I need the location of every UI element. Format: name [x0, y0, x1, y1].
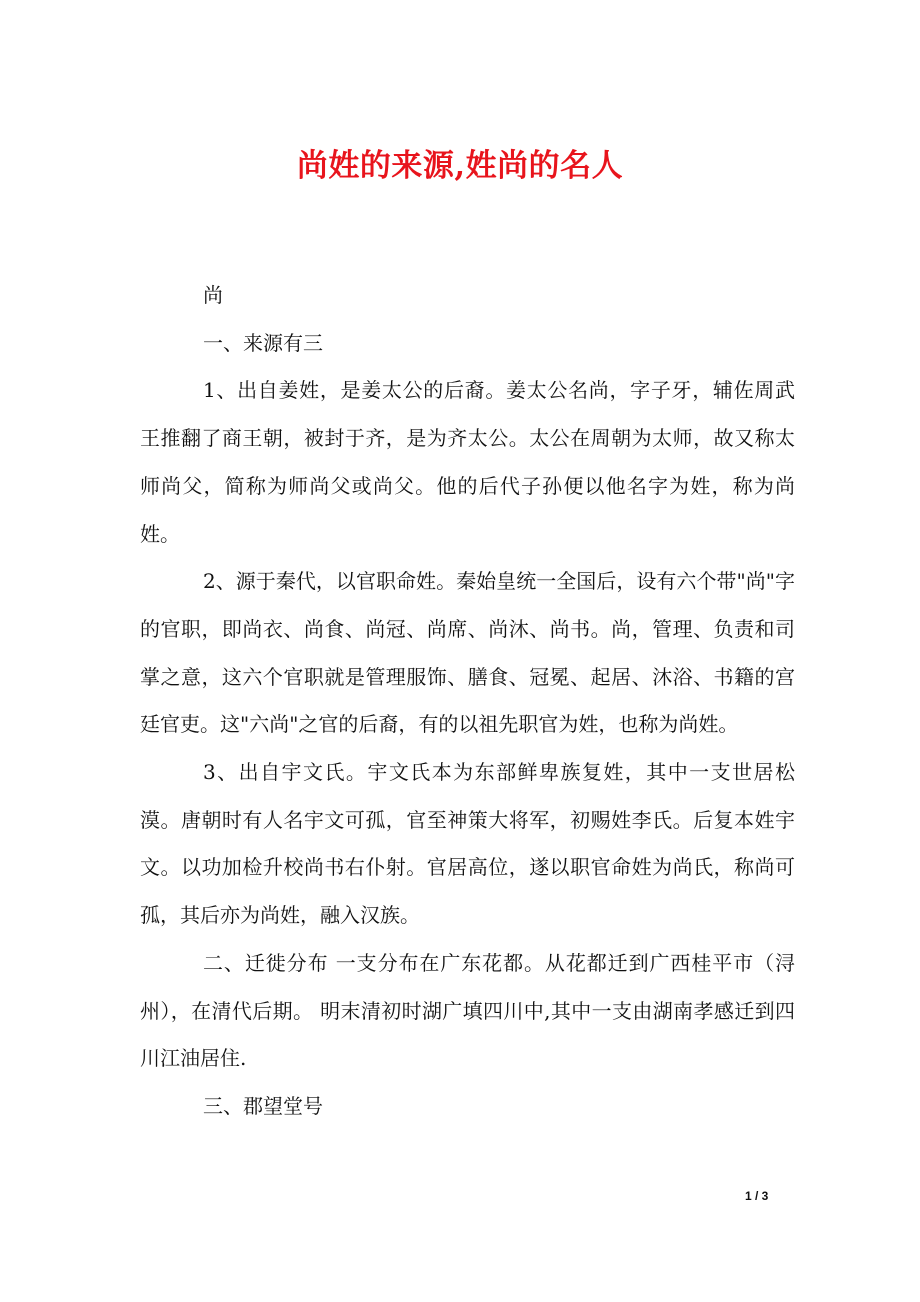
- document-title: 尚姓的来源,姓尚的名人: [296, 148, 624, 184]
- paragraph-origin-2: 2、源于秦代，以官职命姓。秦始皇统一全国后，设有六个带"尚"字的官职，即尚衣、尚食、尚冠、尚席、尚沐、尚书。尚，管理、负责和司掌之意，这六个官职就是管理服饰、膳食、冠冕、起居、沐浴、书籍的宫廷官吏。这"六尚"之官的后裔，有的以祖先职官为姓，也称为尚姓。: [140, 569, 795, 737]
- page-number: 1 / 3: [745, 1189, 769, 1203]
- heading-commandery-hall: 三、郡望堂号: [203, 1093, 323, 1118]
- paragraph-origin-1: 1、出自姜姓，是姜太公的后裔。姜太公名尚，字子牙，辅佐周武王推翻了商王朝，被封于齐，是为齐太公。太公在周朝为太师，故又称太师尚父，简称为师尚父或尚父。他的后代子孙便以他名字为姓，称为尚姓。: [140, 378, 795, 546]
- paragraph-migration: 二、迁徙分布 一支分布在广东花都。从花都迁到广西桂平市（浔州），在清代后期。 明末清初时湖广填四川中,其中一支由湖南孝感迁到四川江油居住.: [140, 950, 795, 1071]
- paragraph-origin-3: 3、出自宇文氏。宇文氏本为东部鲜卑族复姓，其中一支世居松漠。唐朝时有人名宇文可孤，官至神策大将军，初赐姓李氏。后复本姓宇文。以功加检升校尚书右仆射。官居高位，遂以职官命姓为尚氏，称尚可孤，其后亦为尚姓，融入汉族。: [140, 760, 795, 928]
- heading-origins: 一、来源有三: [203, 330, 323, 355]
- document-body: [140, 272, 795, 1131]
- paragraph-surname: 尚: [203, 283, 223, 307]
